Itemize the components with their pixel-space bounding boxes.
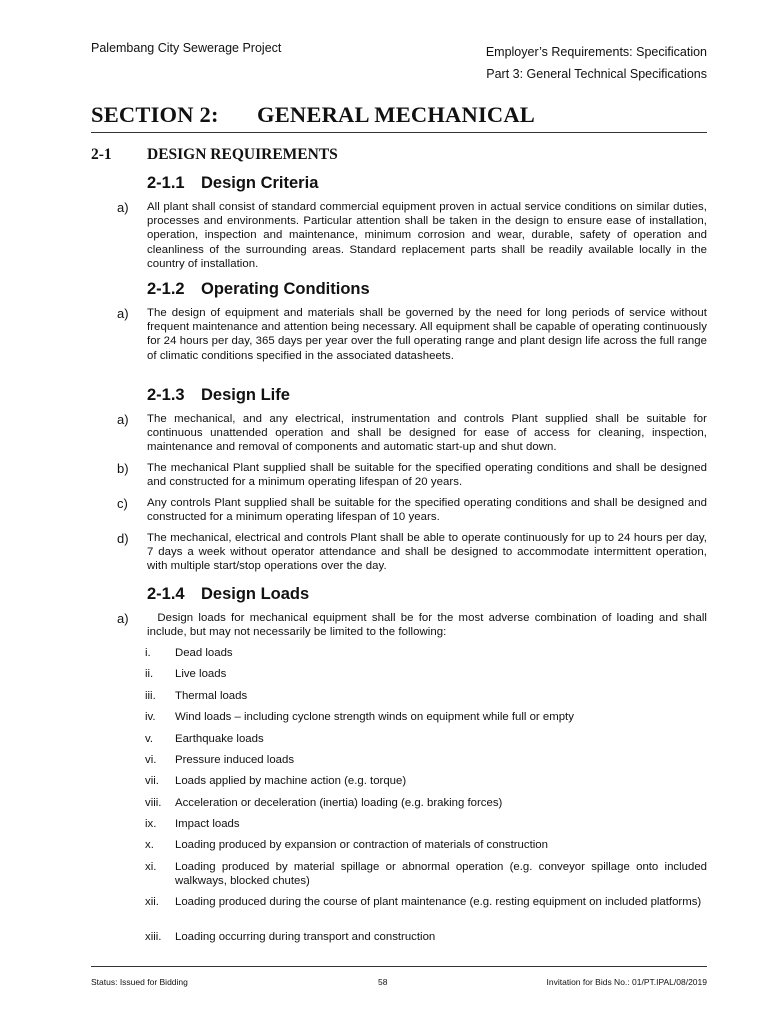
header-part: Part 3: General Technical Specifications [486,67,707,81]
load-number: iv. [145,711,156,723]
heading-design-life [147,386,290,405]
heading-number: 2-1.2 [147,280,185,298]
heading-title: Design Loads [201,585,310,603]
paragraph-text: All plant shall consist of standard commercial equipment proven in actual service conditions on similar duties, processes and environments. Particular attention shall be taken in the design to ensure ease of installation, operation, inspection and maintenance, minimum corrosion and wear, durable, safety of operation and cleanliness of the surrounding areas. Standard replacement parts shall be readily available locally in the country of installation. [147,201,707,270]
load-text: Loading produced by expansion or contraction of materials of construction [175,839,548,851]
paragraph-design-life-d [91,531,707,574]
load-text: Loads applied by machine action (e.g. torque) [175,775,407,787]
load-number: viii. [145,797,162,809]
footer-invitation: Invitation for Bids No.: 01/PT.IPAL/08/2019 [546,977,707,987]
heading-title: Design Criteria [201,174,319,192]
load-item [145,839,707,853]
heading-operating-conditions [147,280,370,299]
load-number: i. [145,647,151,659]
load-number: vi. [145,754,157,766]
footer-page-number: 58 [378,977,388,987]
section-number: SECTION 2: [91,102,219,127]
paragraph-label: c) [117,496,128,511]
footer-status: Status: Issued for Bidding [91,977,188,987]
load-item [145,896,707,910]
paragraph-operating-conditions-a [91,306,707,363]
paragraph-design-life-a [91,412,707,455]
requirements-heading [91,146,338,164]
paragraph-label: a) [117,611,129,626]
load-text: Live loads [175,668,227,680]
paragraph-label: a) [117,412,129,427]
load-item [145,861,707,888]
load-number: x. [145,839,154,851]
paragraph-text: Design loads for mechanical equipment shall be for the most adverse combination of loading and shall include, but may not necessarily be limited to the following: [147,612,711,639]
load-text: Pressure induced loads [175,754,295,766]
load-item [145,668,707,682]
paragraph-text: The mechanical, and any electrical, instrumentation and controls Plant supplied shall be suitable for continuous unattended operation and shall be designed for ease of access for cleaning, inspection, maintenance and removal of components and automatic start-up and shut down. [147,413,707,454]
load-text: Acceleration or deceleration (inertia) loading (e.g. braking forces) [175,797,503,809]
load-number: v. [145,733,154,745]
load-item [145,754,707,768]
heading-title: Operating Conditions [201,280,370,298]
load-item [145,931,707,945]
load-item [145,775,707,789]
heading-design-criteria [147,174,318,193]
paragraph-label: a) [117,200,129,215]
paragraph-text: The design of equipment and materials shall be governed by the need for long periods of service without frequent maintenance and attention being necessary. All equipment shall be capable of operating continuously for 24 hours per day, 365 days per year over the full operating range and plant design life across the full range of climatic conditions specified in the associated datasheets. [147,307,707,362]
heading-design-loads [147,585,309,604]
section-title [91,102,707,133]
load-text: Thermal loads [175,690,248,702]
footer-divider [91,966,707,967]
header-doc-title: Employer’s Requirements: Specification [485,45,707,59]
heading-number: 2-1.3 [147,386,185,404]
heading-number: 2-1.4 [147,585,185,603]
paragraph-label: b) [117,461,129,476]
load-item [145,818,707,832]
paragraph-design-loads-a [91,611,711,639]
load-text: Loading occurring during transport and construction [175,931,436,943]
requirements-number: 2-1 [91,146,112,163]
header-right [486,41,707,85]
load-text: Dead loads [175,647,233,659]
load-number: ii. [145,668,154,680]
section-name: GENERAL MECHANICAL [257,102,536,127]
load-text: Wind loads – including cyclone strength winds on equipment while full or empty [175,711,574,723]
paragraph-label: a) [117,306,129,321]
requirements-title: DESIGN REQUIREMENTS [147,146,338,163]
load-number: xiii. [145,931,162,943]
load-number: xi. [145,861,157,873]
load-number: ix. [145,818,157,830]
paragraph-design-criteria-a [91,200,707,271]
paragraph-text: Any controls Plant supplied shall be suitable for the specified operating conditions and shall be designed and constructed for a minimum operating lifespan of 10 years. [147,497,707,524]
load-number: vii. [145,775,159,787]
load-number: xii. [145,896,159,908]
paragraph-text: The mechanical, electrical and controls Plant shall be able to operate continuously for up to 24 hours per day, 7 days a week without operator attendance and shall be designed to accommodate intermittent operation, with multiple start/stop operations over the day. [147,532,707,573]
heading-title: Design Life [201,386,290,404]
load-item [145,711,707,725]
load-item [145,797,707,811]
paragraph-text: The mechanical Plant supplied shall be suitable for the specified operating conditions and shall be designed and constructed for a minimum operating lifespan of 20 years. [147,462,707,489]
load-text: Impact loads [175,818,240,830]
paragraph-design-life-b [91,461,707,489]
header-project: Palembang City Sewerage Project [91,41,282,55]
heading-number: 2-1.1 [147,174,185,192]
load-item [145,733,707,747]
load-text: Loading produced during the course of plant maintenance (e.g. resting equipment on included platforms) [175,896,702,908]
load-item [145,647,707,661]
load-text: Loading produced by material spillage or abnormal operation (e.g. conveyor spillage onto included walkways, blocked chutes) [175,861,707,887]
paragraph-label: d) [117,531,129,546]
load-text: Earthquake loads [175,733,264,745]
paragraph-design-life-c [91,496,707,524]
load-number: iii. [145,690,156,702]
load-item [145,690,707,704]
